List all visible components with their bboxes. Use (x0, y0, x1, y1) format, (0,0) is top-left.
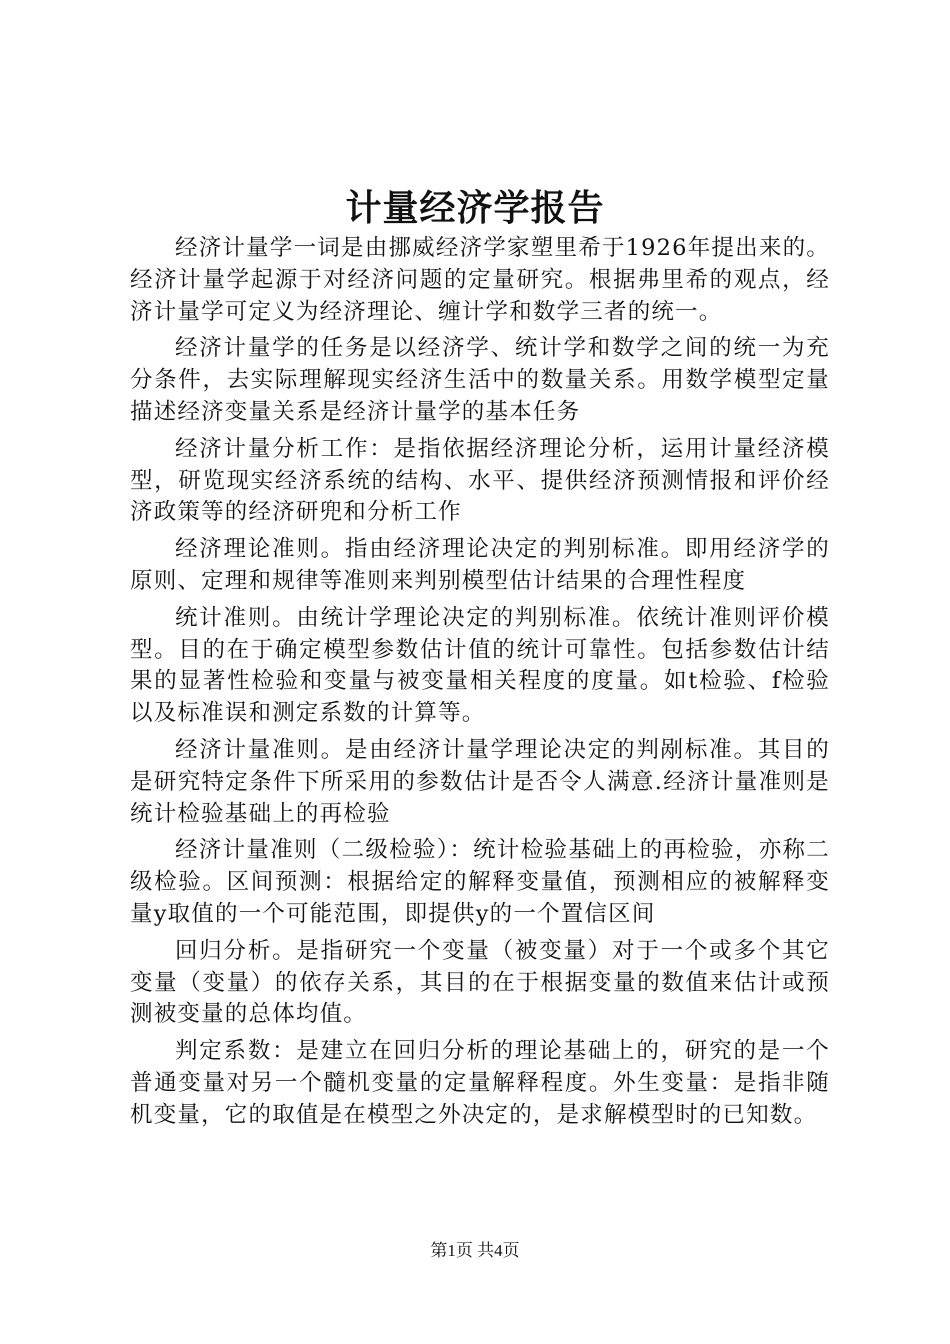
document-body (130, 233, 830, 1137)
paragraph-4: 经济理论准则。指由经济理论决定的判别标准。即用经济学的原则、定理和规律等准则来判别模型估计结果的合理性程度 (130, 536, 830, 594)
paragraph-5: 统计准则。由统计学理论决定的判别标准。依统计准则评价模型。目的在于确定模型参数估计值的统计可靠性。包括参数估计结果的显著性检验和变量与被变量相关程度的度量。如t检验、f检验以及标准误和测定系数的计算等。 (130, 604, 830, 727)
paragraph-1: 经济计量学一词是由挪威经济学家塑里希于1926年提出来的。经济计量学起源于对经济问题的定量研究。根据弗里希的观点，经济计量学可定义为经济理论、缠计学和数学三者的统一。 (130, 235, 830, 325)
paragraph-8: 回归分析。是指研究一个变量（被变量）对于一个或多个其它变量（变量）的依存关系，其目的在于根据变量的数值来估计或预测被变量的总体均值。 (130, 937, 830, 1028)
page-number-footer: 第1页 共4页 (430, 1241, 520, 1260)
paragraph-9: 判定系数：是建立在回归分析的理论基础上的，研究的是一个普通变量对另一个髓机变量的定量解释程度。外生变量：是指非随机变量，它的取值是在模型之外决定的，是求解模型时的已知数。 (130, 1038, 830, 1128)
paragraph-3: 经济计量分析工作：是指依据经济理论分析，运用计量经济模型，研览现实经济系统的结构、水平、提供经济预测情报和评价经济政策等的经济研兜和分析工作 (130, 435, 830, 526)
paragraph-7: 经济计量准则（二级检验）：统计检验基础上的再检验，亦称二级检验。区间预测：根据给定的解释变量值，预测相应的被解释变量y取值的一个可能范围，即提供y的一个置信区间 (130, 837, 830, 927)
paragraph-6: 经济计量准则。是由经济计量学理论决定的判剐标准。其目的是研究特定条件下所采用的参数估计是否令人满意.经济计量准则是统计检验基础上的再检验 (130, 736, 830, 827)
document-title: 计量经济学报告 (345, 187, 605, 229)
paragraph-2: 经济计量学的任务是以经济学、统计学和数学之间的统一为充分条件，去实际理解现实经济生活中的数量关系。用数学模型定量描述经济变量关系是经济计量学的基本任务 (130, 335, 830, 425)
